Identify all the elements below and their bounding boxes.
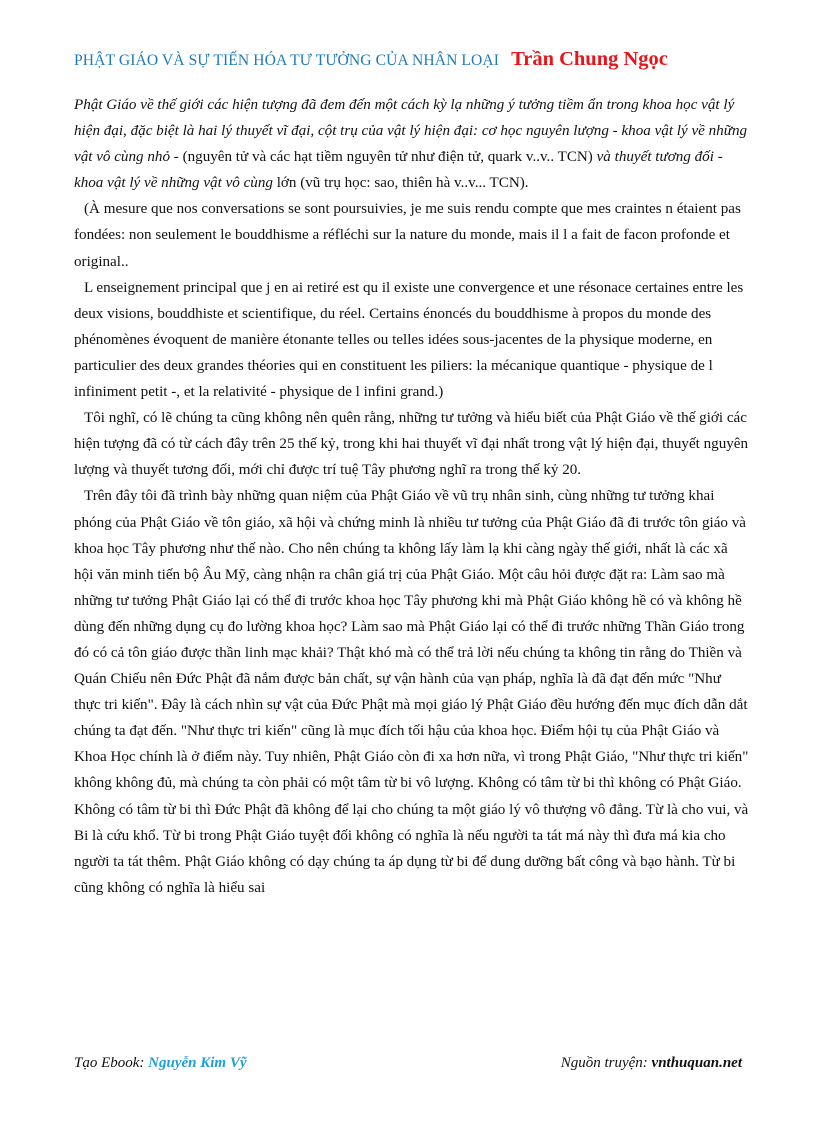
ebook-creator-name: Nguyễn Kim Vỹ bbox=[148, 1055, 247, 1071]
page-body bbox=[74, 92, 750, 901]
paragraph-4: Tôi nghĩ, có lẽ chúng ta cũng không nên quên rằng, những tư tưởng và hiểu biết của Phật Giáo về thế giới các hiện tượng đã có từ cách đây trên 25 thế kỷ, trong khi hai thuyết vĩ đại nhất trong vật lý hiện đại, thuyết nguyên lượng và thuyết tương đối, mới chỉ được trí tuệ Tây phương nghĩ ra trong thế kỷ 20. bbox=[74, 410, 749, 479]
book-title: PHẬT GIÁO VÀ SỰ TIẾN HÓA TƯ TƯỞNG CỦA NHÂN LOẠI bbox=[74, 52, 500, 69]
source-credit-label: Nguồn truyện bbox=[560, 1055, 643, 1071]
author-name: Trần Chung Ngọc bbox=[511, 48, 668, 70]
paragraph-5: Trên đây tôi đã trình bày những quan niệm của Phật Giáo về vũ trụ nhân sinh, cùng những tư tưởng khai phóng của Phật Giáo về tôn giáo, xã hội và chứng minh là nhiều tư tưởng của Phật Giáo đã đi trước tôn giáo và khoa học Tây phương như thế nào. Cho nên chúng ta không lấy làm lạ khi càng ngày thế giới, nhất là các xã hội văn minh tiến bộ Âu Mỹ, càng nhận ra chân giá trị của Phật Giáo. Một câu hỏi được đặt ra: Làm sao mà những tư tưởng Phật Giáo lại có thể đi trước khoa học Tây phương khi mà Phật Giáo không hề có và không hề dùng đến những dụng cụ đo lường khoa học? Làm sao mà Phật Giáo lại có thể đi trước những Thần Giáo trong đó có cả tôn giáo được thần linh mạc khải? Thật khó mà có thể trả lời nếu chúng ta không tin rằng do Thiền và Quán Chiếu nên Đức Phật đã nắm được bản chất, sự vận hành của vạn pháp, nghĩa là đã đạt đến mức "Như thực tri kiến". Đây là cách nhìn sự vật của Đức Phật mà mọi giáo lý Phật Giáo đều hướng đến mục đích dẫn dắt chúng ta đạt đến. "Như thực tri kiến" cũng là mục đích tối hậu của khoa học. Điểm hội tụ của Phật Giáo và Khoa Học chính là ở điểm này. Tuy nhiên, Phật Giáo còn đi xa hơn nữa, vì trong Phật Giáo, "Như thực tri kiến" không không đủ, mà chúng ta còn phải có một tâm từ bi vô lượng. Không có tâm từ bi thì không có Phật Giáo. Không có tâm từ bi thì Đức Phật đã không để lại cho chúng ta một giáo lý vô thượng vô đẳng. Từ là cho vui, và Bi là cứu khổ. Từ bi trong Phật Giáo tuyệt đối không có nghĩa là nếu người ta tát má này thì đưa má kia cho người ta tát thêm. Phật Giáo không có dạy chúng ta áp dụng từ bi để dung dưỡng bất công và bạo hành. Từ bi cũng không có nghĩa là hiểu sai bbox=[74, 488, 749, 896]
source-site-name: vnthuquan.net bbox=[651, 1055, 742, 1071]
source-credit bbox=[561, 1055, 742, 1072]
source-credit-separator: : bbox=[642, 1055, 652, 1071]
ebook-credit bbox=[74, 1055, 247, 1072]
ebook-credit-separator: : bbox=[139, 1055, 149, 1071]
paragraph-1-italic-b: và thuyết tương đối - khoa vật lý về những vật vô cùng bbox=[74, 149, 723, 192]
paragraph-1 bbox=[74, 92, 750, 196]
ebook-credit-label: Tạo Ebook bbox=[74, 1055, 140, 1071]
paragraph-1-normal-b: lớn (vũ trụ học: sao, thiên hà v..v... TCN). bbox=[272, 175, 529, 192]
page-header bbox=[74, 48, 754, 71]
paragraph-1-normal-a: - (nguyên tử và các hạt tiềm nguyên tử như điện tử, quark v..v.. TCN) bbox=[170, 149, 597, 166]
paragraph-2: (À mesure que nos conversations se sont poursuivies, je me suis rendu compte que mes craintes n étaient pas fondées: non seulement le bouddhisme a réfléchi sur la nature du monde, mais il l a fait de facon profonde et original.. bbox=[74, 201, 741, 270]
paragraph-3: L enseignement principal que j en ai retiré est qu il existe une convergence et une résonace certaines entre les deux visions, bouddhiste et scientifique, du réel. Certains énoncés du bouddhisme à propos du monde des phénomènes évoquent de manière étonante telles ou telles idées sous-jacentes de la physique moderne, en particulier des deux grandes théories qui en constituent les piliers: la mécanique quantique - physique de l infiniment petit -, et la relativité - physique de l infini grand.) bbox=[74, 279, 744, 401]
paragraph-1-italic-a: Phật Giáo về thế giới các hiện tượng đã đem đến một cách kỳ lạ những ý tưởng tiềm ẩn trong khoa học vật lý hiện đại, đặc biệt là hai lý thuyết vĩ đại, cột trụ của vật lý hiện đại: cơ học nguyên lượng - khoa vật lý về những vật vô cùng nhỏ bbox=[74, 97, 748, 166]
